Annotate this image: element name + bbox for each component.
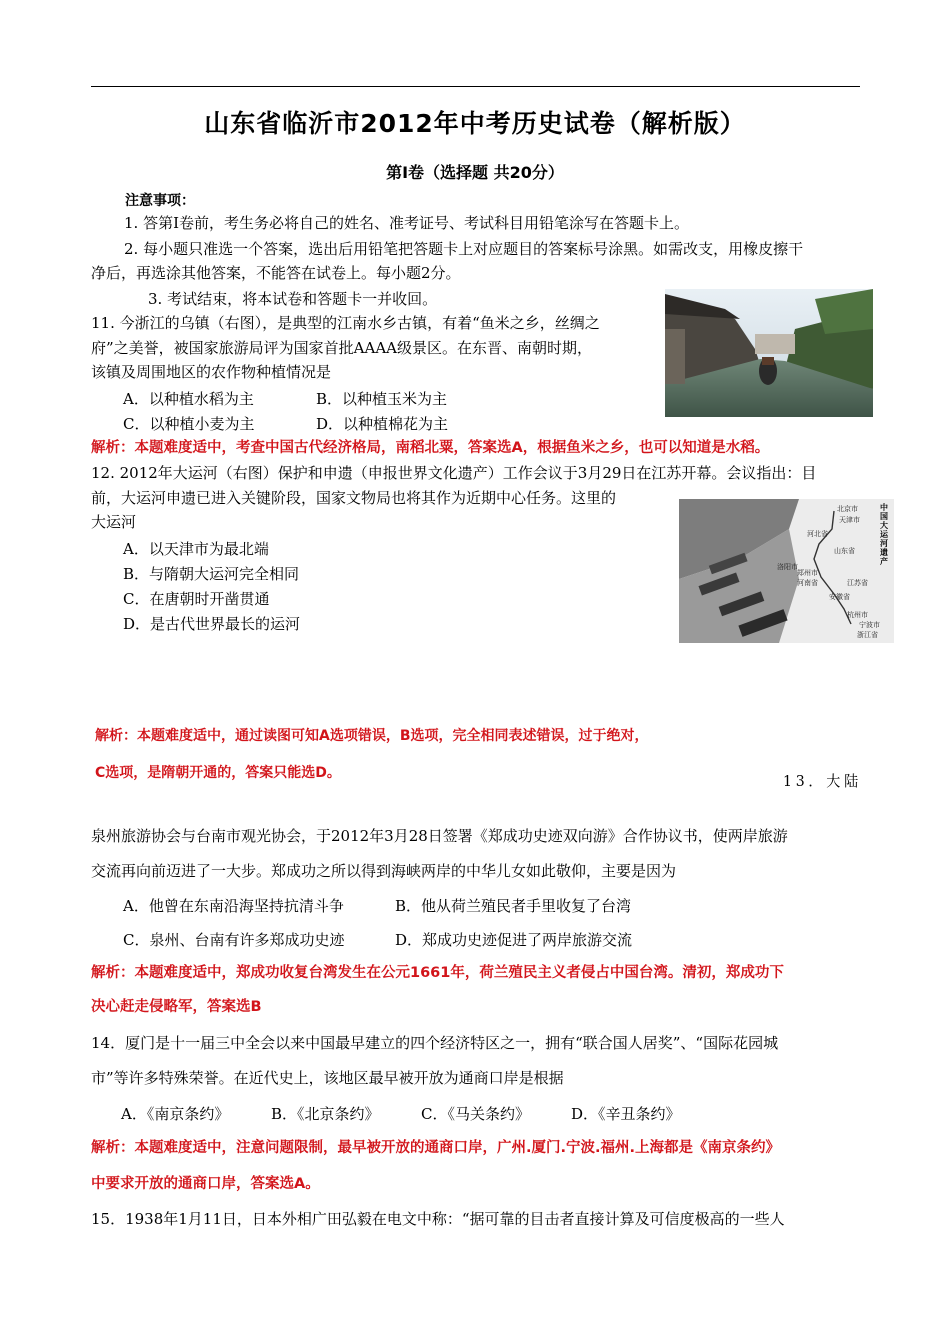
map-label-jiangsu: 江苏省 [847,579,868,587]
notice-item-2a: 2. 每小题只准选一个答案，选出后用铅笔把答题卡上对应题目的答案标号涂黑。如需改支，用橡皮擦干 [124,240,804,258]
map-label-henan: 河南省 [797,579,818,587]
map-label-beijing: 北京市 [837,505,858,513]
q11-analysis: 解析：本题难度适中，考查中国古代经济格局，南稻北粟，答案选A，根据鱼米之乡，也可以知道是水稻。 [91,440,770,456]
map-label-ningbo: 宁波市 [859,621,880,629]
map-title: 中国大运河遗产 [880,503,888,566]
notice-heading: 注意事项： [125,193,195,209]
notice-item-2b: 净后，再选涂其他答案，不能答在试卷上。每小题2分。 [91,264,461,282]
grand-canal-photo [679,499,894,643]
map-label-zhengzhou: 郑州市 [797,569,818,577]
q11-option-b: B．以种植玉米为主 [316,390,448,408]
map-label-hebei: 河北省 [807,530,828,538]
q14-option-d: D．《辛丑条约》 [571,1105,681,1123]
q13-option-c: C．泉州、台南有许多郑成功史迹 [123,931,345,949]
q12-option-b: B．与隋朝大运河完全相同 [123,565,300,583]
q11-option-d: D．以种植棉花为主 [316,415,449,433]
map-label-luoyang: 洛阳市 [777,563,798,571]
q14-option-b: B．《北京条约》 [271,1105,380,1123]
q13-option-a: A．他曾在东南沿海坚持抗清斗争 [123,897,344,915]
q13-analysis-1: 解析：本题难度适中，郑成功收复台湾发生在公元1661年，荷兰殖民主义者侵占中国台湾。清初，郑成功下 [91,965,784,981]
q11-stem-1: 11. 今浙江的乌镇（右图），是典型的江南水乡古镇，有着“鱼米之乡，丝绸之 [91,314,600,332]
q12-stem-1: 12. 2012年大运河（右图）保护和申遗（申报世界文化遗产）工作会议于3月29日在江苏开幕。会议指出：目 [91,464,817,482]
q14-stem-1: 14．厦门是十一届三中全会以来中国最早建立的四个经济特区之一，拥有“联合国人居奖”、“国际花园城 [91,1034,779,1052]
section-title: 第Ⅰ卷（选择题 共20分） [386,163,564,182]
q14-option-a: A．《南京条约》 [121,1105,230,1123]
map-label-shandong: 山东省 [834,547,855,555]
q12-stem-3: 大运河 [91,513,137,531]
q11-stem-2: 府”之美誉，被国家旅游局评为国家首批AAAA级景区。在东晋、南朝时期， [91,339,593,357]
map-label-tianjin: 天津市 [839,516,860,524]
q14-analysis-2: 中要求开放的通商口岸，答案选A。 [91,1176,320,1192]
q12-analysis-2: C选项，是隋朝开通的，答案只能选D。 [95,765,341,781]
q12-analysis-1: 解析：本题难度适中，通过读图可知A选项错误，B选项，完全相同表述错误，过于绝对， [95,728,649,744]
q11-option-c: C．以种植小麦为主 [123,415,255,433]
q13-option-d: D．郑成功史迹促进了两岸旅游交流 [395,931,633,949]
q12-stem-2: 前，大运河申遗已进入关键阶段，国家文物局也将其作为近期中心任务。这里的 [91,489,617,507]
q14-option-c: C．《马关条约》 [421,1105,530,1123]
map-label-anhui: 安徽省 [829,593,850,601]
notice-item-3: 3. 考试结束，将本试卷和答题卡一并收回。 [148,290,438,308]
page-title: 山东省临沂市2012年中考历史试卷（解析版） [204,109,746,138]
q14-stem-2: 市”等许多特殊荣誉。在近代史上，该地区最早被开放为通商口岸是根据 [91,1069,564,1087]
notice-item-1: 1. 答第Ⅰ卷前，考生务必将自己的姓名、准考证号、考试科目用铅笔涂写在答题卡上。 [124,214,690,232]
q13-stem-2: 交流再向前迈进了一大步。郑成功之所以得到海峡两岸的中华儿女如此敬仰，主要是因为 [91,862,677,880]
q13-analysis-2: 决心赶走侵略军，答案选B [91,999,262,1015]
q14-analysis-1: 解析：本题难度适中，注意问题限制，最早被开放的通商口岸，广州.厦门.宁波.福州.上海都是《南京条约》 [91,1140,781,1156]
map-label-hangzhou: 杭州市 [847,611,868,619]
q12-option-d: D．是古代世界最长的运河 [123,615,301,633]
header-rule [91,86,860,87]
grand-canal-figure [679,499,894,643]
q13-stem-1: 泉州旅游协会与台南市观光协会，于2012年3月28日签署《郑成功史迹双向游》合作协议书，使两岸旅游 [91,827,788,845]
q11-stem-3: 该镇及周围地区的农作物种植情况是 [91,363,332,381]
q12-option-c: C．在唐朝时开凿贯通 [123,590,270,608]
q13-option-b: B．他从荷兰殖民者手里收复了台湾 [395,897,632,915]
map-label-zhejiang: 浙江省 [857,631,878,639]
q12-option-a: A．以天津市为最北端 [123,540,269,558]
wuzhen-photo [665,289,873,417]
q15-stem-1: 15．1938年1月11日，日本外相广田弘毅在电文中称：“据可靠的目击者直接计算及可信度极高的一些人 [91,1210,785,1228]
q13-lead: 13．大陆 [783,772,862,790]
q11-option-a: A．以种植水稻为主 [123,390,254,408]
